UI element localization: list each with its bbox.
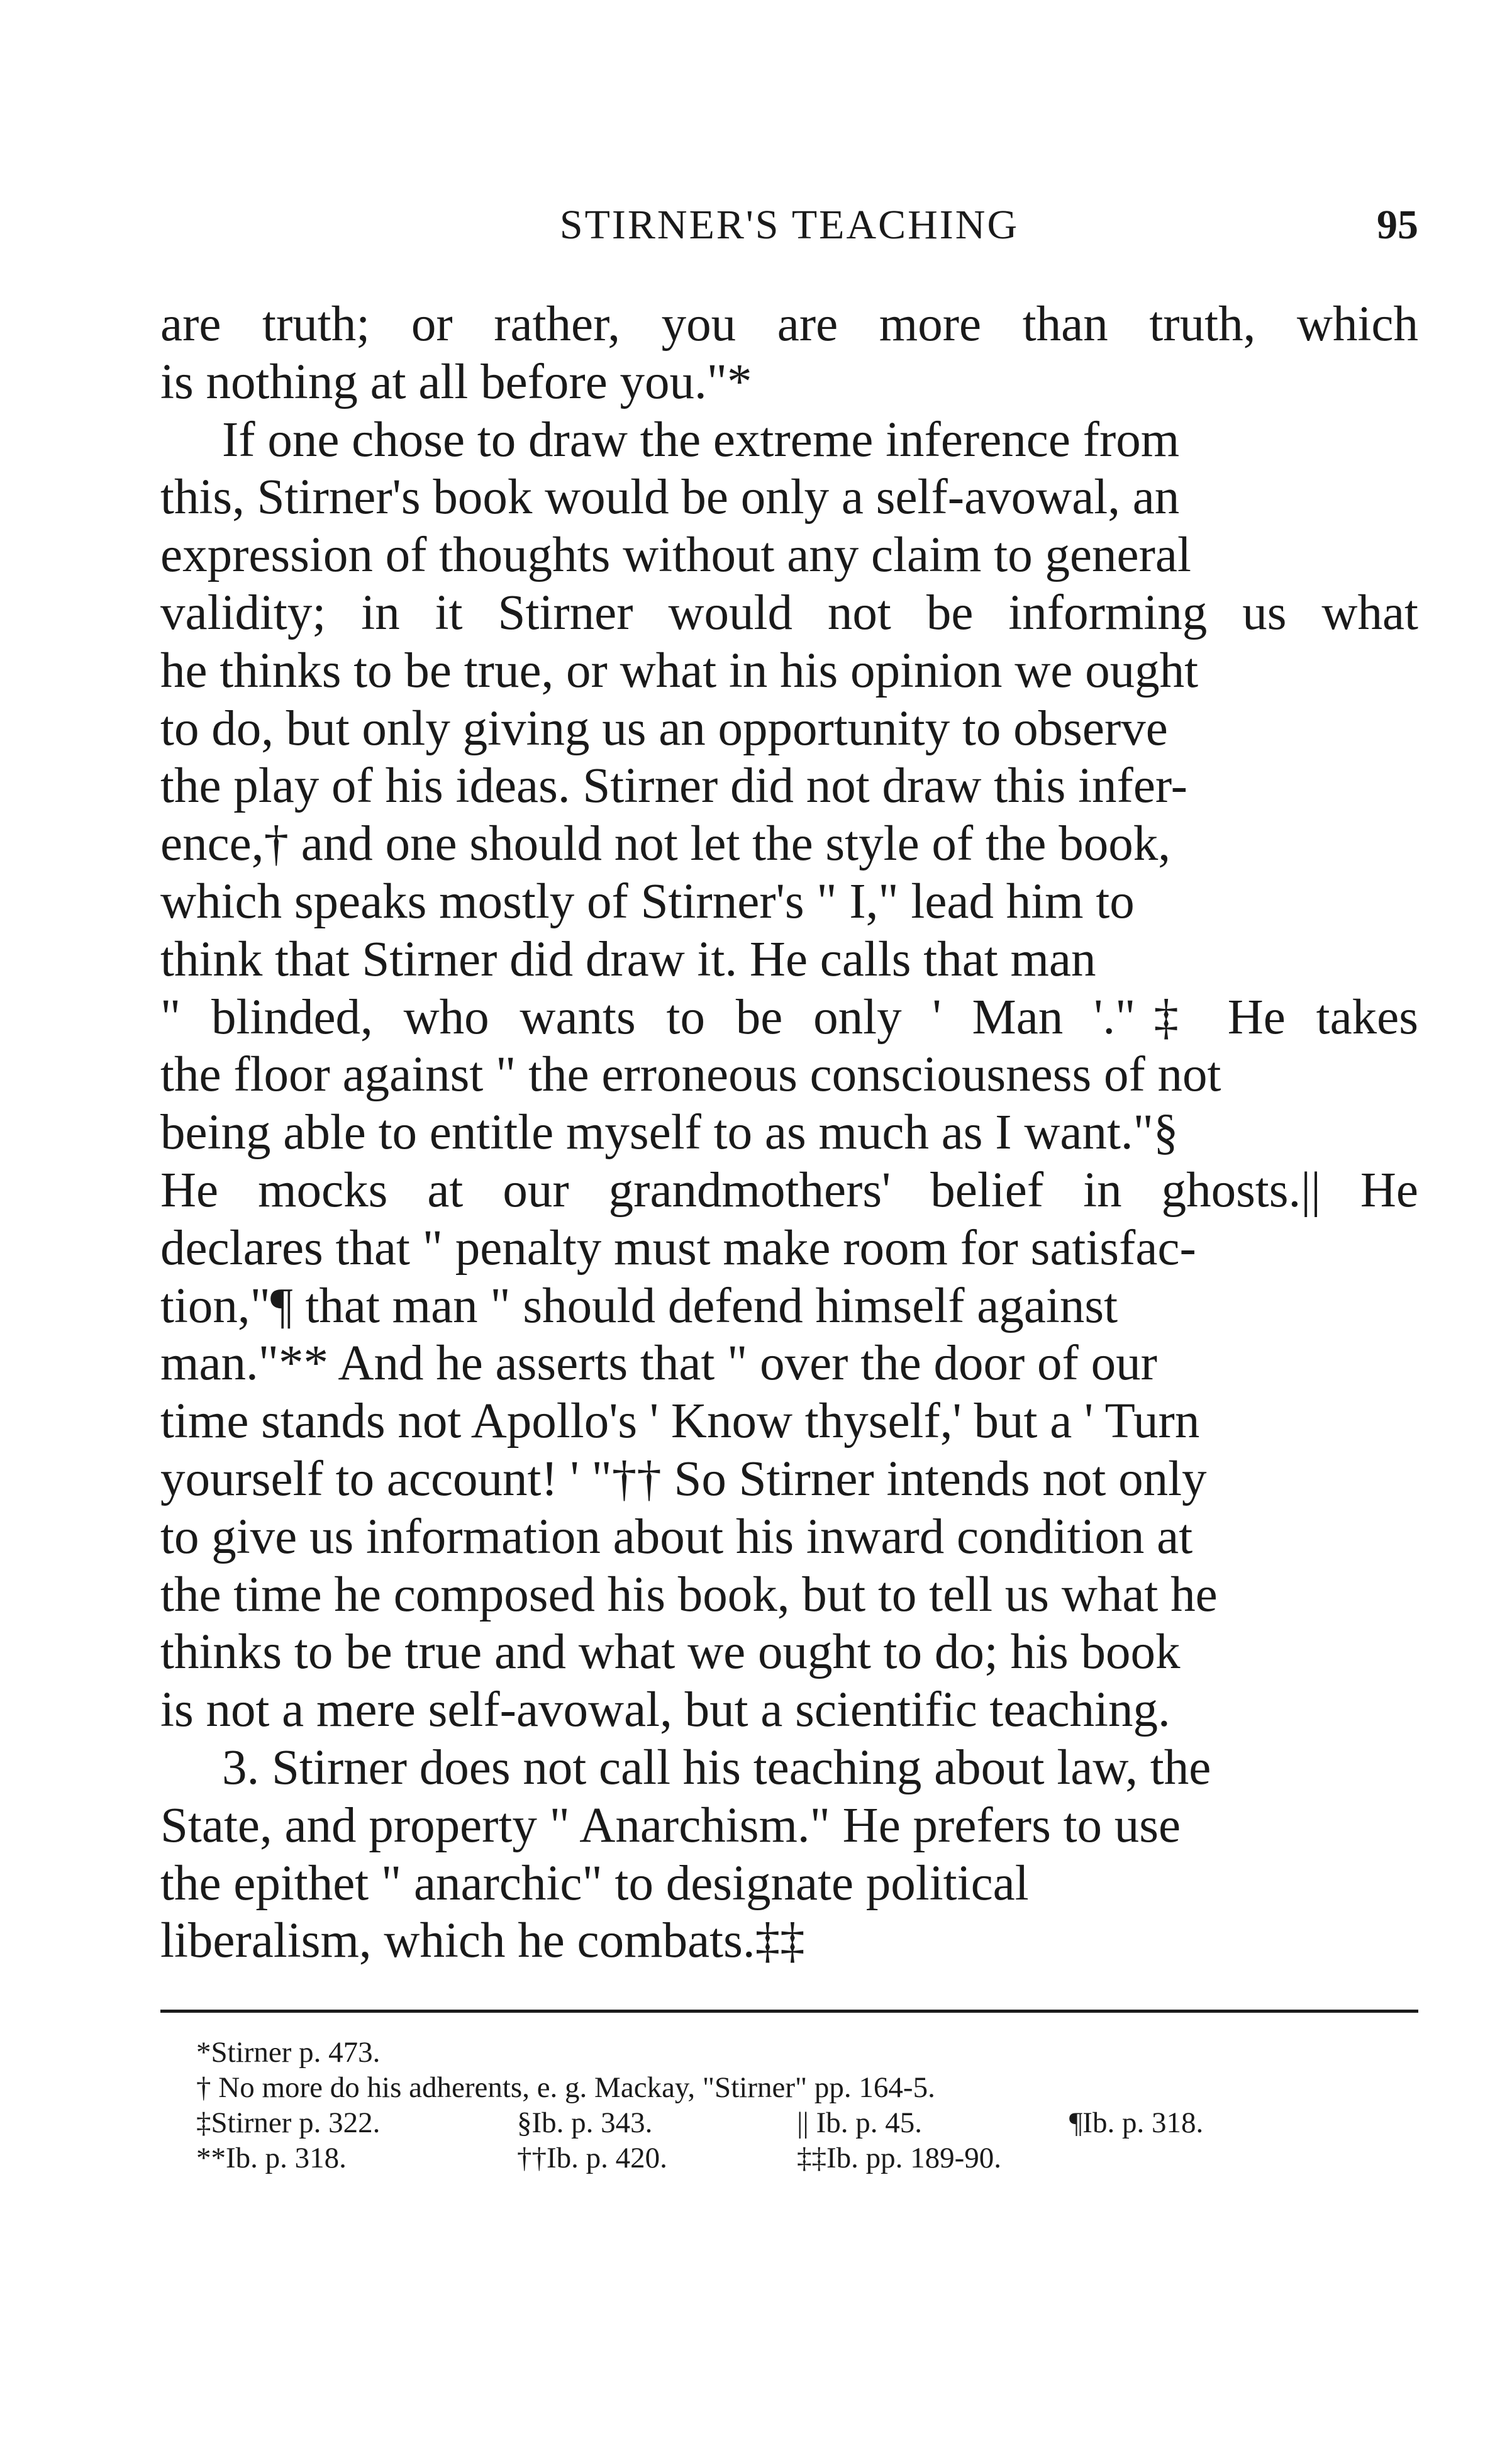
footnote-entry: ‡Stirner p. 322.: [196, 2106, 381, 2139]
text-line: to do, but only giving us an opportunity to observe: [160, 701, 1168, 756]
footnote-entry: **Ib. p. 318.: [196, 2142, 347, 2174]
text-line: to give us information about his inward condition at: [160, 1509, 1193, 1564]
text-line: the epithet " anarchic" to designate political: [160, 1855, 1029, 1911]
text-line: tion,"¶ that man " should defend himself against: [160, 1278, 1118, 1333]
text-line: are truth; or rather, you are more than truth, which: [160, 297, 1418, 352]
text-line: 3. Stirner does not call his teaching about law, the: [222, 1740, 1211, 1795]
body-text: [160, 296, 1418, 1970]
footnote-entry: ‡‡Ib. pp. 189-90.: [797, 2142, 1002, 2174]
text-line: he thinks to be true, or what in his opinion we ought: [160, 643, 1199, 698]
footnote-line: † No more do his adherents, e. g. Mackay, "Stirner" pp. 164-5.: [196, 2071, 935, 2104]
text-line: thinks to be true and what we ought to do; his book: [160, 1625, 1181, 1680]
text-line: is nothing at all before you."*: [160, 354, 752, 409]
text-line: being able to entitle myself to as much as I want."§: [160, 1105, 1179, 1160]
text-line: the play of his ideas. Stirner did not draw this infer-: [160, 759, 1187, 814]
text-line: man."** And he asserts that " over the door of our: [160, 1336, 1157, 1391]
footnote-entry: || Ib. p. 45.: [797, 2106, 922, 2139]
text-line: He mocks at our grandmothers' belief in ghosts.|| He: [160, 1162, 1418, 1218]
footnote-line: *Stirner p. 473.: [196, 2036, 381, 2069]
text-line: this, Stirner's book would be only a self-avowal, an: [160, 470, 1180, 525]
text-line: declares that " penalty must make room for satisfac-: [160, 1220, 1196, 1276]
text-line: yourself to account! ' "†† So Stirner intends not only: [160, 1451, 1207, 1506]
text-line: State, and property " Anarchism." He prefers to use: [160, 1798, 1181, 1853]
text-line: expression of thoughts without any claim to general: [160, 528, 1191, 583]
footnotes: [196, 2035, 1416, 2176]
text-line: If one chose to draw the extreme inference from: [222, 412, 1180, 467]
text-line: think that Stirner did draw it. He calls that man: [160, 932, 1096, 987]
text-line: validity; in it Stirner would not be informing us what: [160, 585, 1418, 640]
text-line: which speaks mostly of Stirner's " I," lead him to: [160, 874, 1135, 929]
running-head: [160, 200, 1418, 250]
running-title: STIRNER'S TEACHING: [559, 202, 1020, 248]
text-line: " blinded, who wants to be only ' Man '."‡ He takes: [160, 989, 1418, 1045]
footnote-entry: ¶Ib. p. 318.: [1069, 2106, 1204, 2139]
footnote-row: [196, 2105, 1416, 2140]
footnote-divider: [160, 2010, 1418, 2013]
page-number: 95: [1377, 202, 1418, 248]
text-line: liberalism, which he combats.‡‡: [160, 1913, 805, 1969]
text-line: time stands not Apollo's ' Know thyself,' but a ' Turn: [160, 1394, 1200, 1449]
footnote-row: [196, 2140, 1416, 2176]
text-line: the time he composed his book, but to tell us what he: [160, 1567, 1218, 1622]
text-line: the floor against " the erroneous consciousness of not: [160, 1047, 1221, 1103]
footnote-entry: ††Ib. p. 420.: [517, 2142, 667, 2174]
footnote-entry: §Ib. p. 343.: [517, 2106, 653, 2139]
text-line: is not a mere self-avowal, but a scientific teaching.: [160, 1683, 1170, 1738]
text-line: ence,† and one should not let the style of the book,: [160, 816, 1170, 872]
